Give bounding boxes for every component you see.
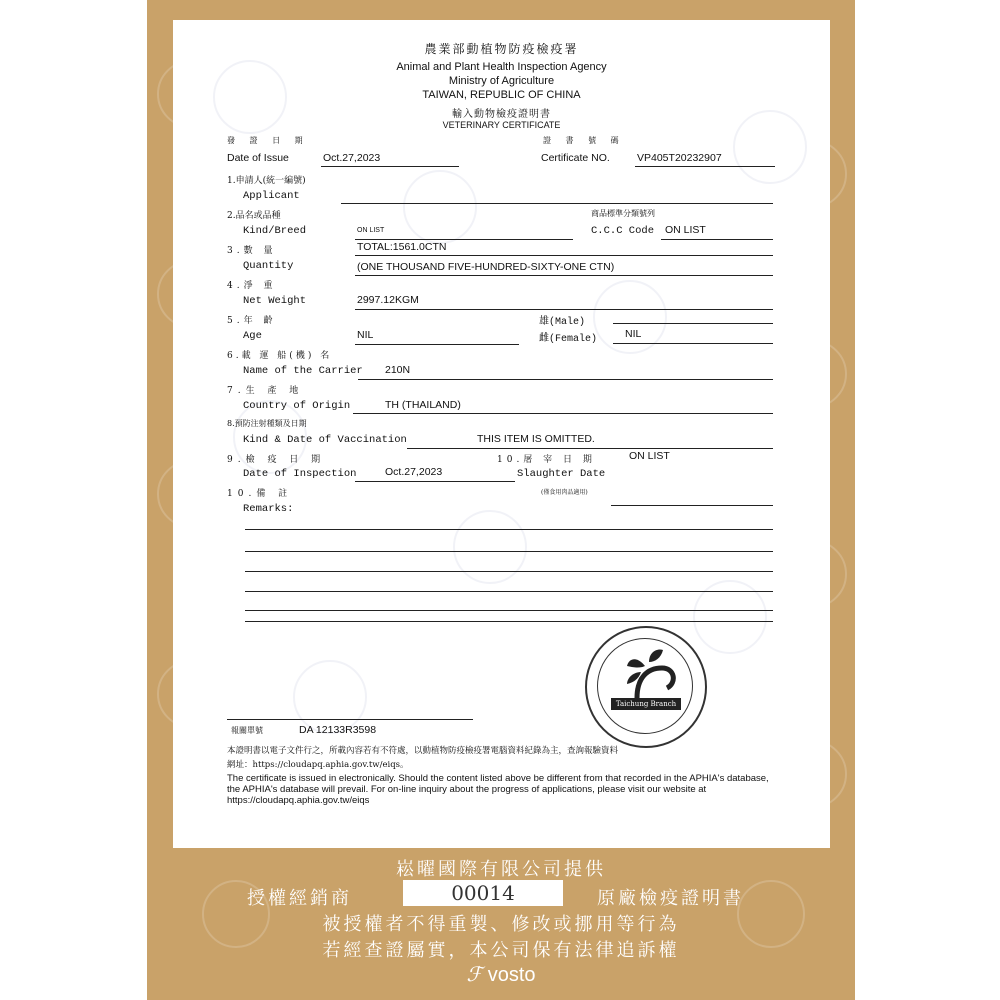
age-label-en: Age xyxy=(243,330,262,342)
footer-zh-line-2: 網址：https://cloudapq.aphia.gov.tw/eiqs。 xyxy=(227,760,409,770)
underline xyxy=(358,379,773,380)
inspection-label-en: Date of Inspection xyxy=(243,468,357,480)
issue-label-en: Date of Issue xyxy=(227,152,289,164)
underline xyxy=(355,344,519,345)
underline xyxy=(355,255,773,256)
underline xyxy=(613,323,773,324)
carrier-value: 210N xyxy=(385,364,411,376)
veterinary-certificate xyxy=(173,20,830,848)
agency-name-en: Animal and Plant Health Inspection Agency xyxy=(396,61,607,73)
underline xyxy=(613,343,773,344)
quantity-words-value: (ONE THOUSAND FIVE-HUNDRED-SIXTY-ONE CTN) xyxy=(357,261,615,273)
watermark-logo-icon xyxy=(293,660,367,734)
origin-value: TH (THAILAND) xyxy=(385,399,461,411)
slaughter-label-zh: 10.屠 宰 日 期 xyxy=(497,455,596,465)
certno-value: VP405T20232907 xyxy=(637,152,722,164)
vaccination-label-zh: 8.預防注射種類及日期 xyxy=(227,419,307,428)
brand-name: vosto xyxy=(487,964,536,986)
underline xyxy=(661,239,773,240)
female-label: 雌(Female) xyxy=(539,334,598,345)
netweight-label-en: Net Weight xyxy=(243,295,307,307)
age-label-zh: 5.年 齡 xyxy=(227,316,277,326)
slaughter-value: ON LIST xyxy=(629,450,670,462)
brand-logo xyxy=(147,962,855,987)
underline xyxy=(355,275,773,276)
vaccination-value: THIS ITEM IS OMITTED. xyxy=(477,433,595,445)
applicant-label-en: Applicant xyxy=(243,190,300,202)
age-value: NIL xyxy=(357,329,374,341)
remarks-line xyxy=(245,571,773,572)
female-value: NIL xyxy=(625,328,642,340)
certno-label-en: Certificate NO. xyxy=(541,152,610,164)
origin-label-zh: 7.生 產 地 xyxy=(227,386,304,396)
kind-label-zh: 2.品名或品種 xyxy=(227,211,281,221)
ccc-value: ON LIST xyxy=(665,224,706,236)
kind-label-en: Kind/Breed xyxy=(243,225,307,237)
watermark-logo-icon xyxy=(453,510,527,584)
slaughter-note: (僅食用肉品適用) xyxy=(541,489,588,496)
serial-number-box: 00014 xyxy=(403,880,563,906)
underline xyxy=(353,413,773,414)
remarks-line xyxy=(245,621,773,622)
watermark-logo-icon xyxy=(403,170,477,244)
underline xyxy=(635,166,775,167)
application-label: 報關單號 xyxy=(231,726,263,735)
agency-name-zh: 農業部動植物防疫檢疫署 xyxy=(424,42,579,56)
inspection-label-zh: 9.檢 疫 日 期 xyxy=(227,455,326,465)
remarks-line xyxy=(245,529,773,530)
brand-mark-icon: ℱ xyxy=(466,962,483,986)
warning-line-2: 若經查證屬實，本公司保有法律追訴權 xyxy=(322,940,680,961)
vaccination-label-en: Kind & Date of Vaccination xyxy=(243,434,407,446)
remarks-label-en: Remarks: xyxy=(243,503,294,515)
underline xyxy=(227,719,473,720)
carrier-label-en: Name of the Carrier xyxy=(243,365,363,377)
quantity-label-zh: 3.數 量 xyxy=(227,246,277,256)
male-label: 雄(Male) xyxy=(539,317,586,328)
underline xyxy=(355,239,573,240)
slaughter-label-en: Slaughter Date xyxy=(517,468,606,480)
underline xyxy=(407,448,773,449)
applicant-label-zh: 1.申請人(統一編號) xyxy=(227,176,306,186)
inspection-value: Oct.27,2023 xyxy=(385,466,443,478)
kind-value: ON LIST xyxy=(357,227,385,234)
issue-label-zh: 發 證 日 期 xyxy=(227,136,309,145)
underline xyxy=(341,203,773,204)
certno-label-zh: 證 書 號 碼 xyxy=(543,136,625,145)
footer-en-text: The certificate is issued in electronically. Should the content listed above be different from that recorded in the APHIA's database, the APHIA's database will prevail. For on-line inquiry about the progress of applications, please visit our website at https://cloudapq.aphia.gov.tw/eiqs xyxy=(227,773,769,806)
remarks-line xyxy=(245,591,773,592)
underline xyxy=(321,166,459,167)
origin-label-en: Country of Origin xyxy=(243,400,351,412)
application-value: DA 12133R3598 xyxy=(299,724,377,736)
plant-emblem-icon xyxy=(587,628,705,746)
footer-zh-line-1: 本證明書以電子文件行之，所載內容若有不符處，以動植物防疫檢疫署電腦資料紀錄為主，查詢報驗資料 xyxy=(227,746,619,756)
carrier-label-zh: 6.載 運 船(機) 名 xyxy=(227,351,333,361)
underline xyxy=(355,309,773,310)
original-label: 原廠檢疫證明書 xyxy=(597,888,744,909)
netweight-value: 2997.12KGM xyxy=(357,294,419,306)
seal-branch-label: Taichung Branch xyxy=(611,698,681,710)
underline xyxy=(611,505,773,506)
quantity-label-en: Quantity xyxy=(243,260,294,272)
issue-date-value: Oct.27,2023 xyxy=(323,152,381,164)
remarks-line xyxy=(245,610,773,611)
country-name: TAIWAN, REPUBLIC OF CHINA xyxy=(422,89,581,101)
provider-text: 崧曜國際有限公司提供 xyxy=(396,859,606,880)
netweight-label-zh: 4.淨 重 xyxy=(227,281,277,291)
dealer-label: 授權經銷商 xyxy=(247,888,352,909)
certificate-title-zh: 輸入動物檢疫證明書 xyxy=(452,109,551,120)
remarks-line xyxy=(245,551,773,552)
ccc-label-zh: 商品標準分類號列 xyxy=(591,209,655,218)
official-seal-stamp xyxy=(585,626,707,748)
ministry-name: Ministry of Agriculture xyxy=(448,75,555,87)
certificate-title-en: VETERINARY CERTIFICATE xyxy=(442,120,561,130)
quantity-total-value: TOTAL:1561.0CTN xyxy=(357,241,447,253)
warning-line-1: 被授權者不得重製、修改或挪用等行為 xyxy=(322,914,680,935)
remarks-label-zh: 10.備 註 xyxy=(227,489,293,499)
underline xyxy=(355,481,515,482)
ccc-label-en: C.C.C Code xyxy=(591,225,655,237)
